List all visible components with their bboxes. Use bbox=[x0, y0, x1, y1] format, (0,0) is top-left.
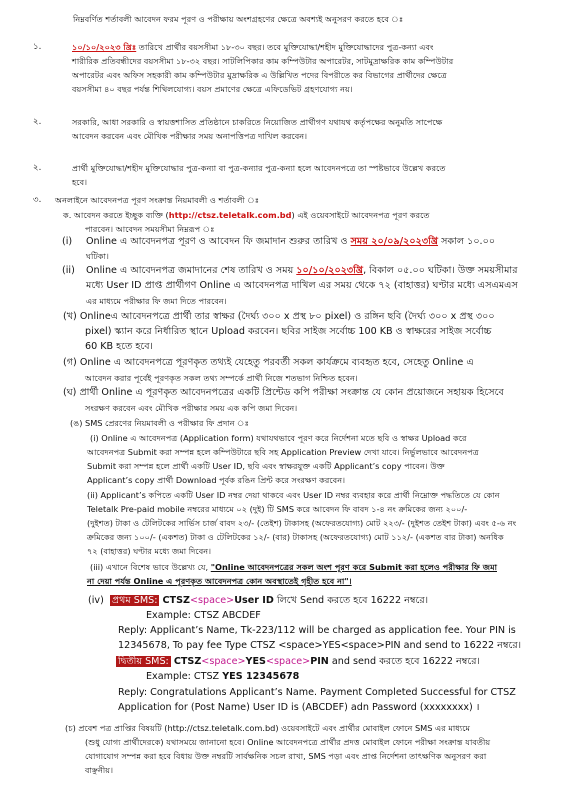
gha-line-2: সংরক্ষণ করবেন এবং মৌখিক পরীক্ষার সময় এক কপি জমা দিবেন। bbox=[85, 403, 298, 413]
uiii-emphasis: "Online আবেদনপত্রের সকল অংশ পূরণ করে Submit করা হলেও পরীক্ষার ফি জমা bbox=[210, 562, 497, 572]
apply-site-link[interactable]: http://ctsz.teletalk.com.bd bbox=[168, 210, 292, 220]
section-4-number: ৩. bbox=[33, 195, 42, 205]
section-2-line-2: আবেদন করবেন এবং মৌখিক পরীক্ষার সময় অনাপত্তিপত্র দাখিল করবেন। bbox=[72, 131, 308, 141]
reply-2-line-2: Application for (Post Name) User ID is (ABCDEF) adn Password (xxxxxxxx) । bbox=[118, 702, 480, 713]
section-4-title: অনলাইনে আবেদনপত্র পূরণ সংক্রান্ত নিয়মাবলী ও শর্তাবলী ঃ bbox=[55, 195, 260, 205]
apply-period-line: পারবেন। আবেদন সময়সীমা নিম্নরূপ ঃ bbox=[85, 224, 215, 234]
section-3-line-2: হবে। bbox=[72, 177, 88, 187]
section-1-line-4: বয়সসীমা ৪০ বছর পর্যন্ত শিথিলযোগ্য। বয়স প্রমাণের ক্ষেত্রে এফিডেভিট গ্রহণযোগ্য নয়। bbox=[72, 84, 353, 94]
end-date-line-2: মধ্যে User ID প্রাপ্ত প্রার্থীগণ Online এ আবেদনপত্র দাখিল এর সময় থেকে ৭২ (বাহাত্তর) ঘণ্টার মধ্যে এসএমএস bbox=[86, 280, 518, 291]
cha-line-1: (চ) প্রবেশ পত্র প্রাপ্তির বিষয়টি (http://ctsz.teletalk.com.bd) ওয়েবসাইটে এবং প্রার্থীর মোবাইল ফোনে SMS এর মাধ্যমে bbox=[65, 723, 471, 733]
ui-line-2: আবেদনপত্র Submit করা সম্পন্ন হলে কম্পিউটারে ছবি সহ Application Preview দেখা যাবে। নির্ভুলভাবে আবেদনপত্র bbox=[87, 447, 479, 457]
start-datetime: সময় ২০/০৯/২০২৩খ্রি bbox=[350, 236, 439, 247]
intro-line: নিম্নবর্ণিত শর্তাবলী আবেদন ফরম পূরণ ও পরীক্ষায় অংশগ্রহণের ক্ষেত্রে অবশ্যই অনুসরণ করতে হবে ঃ bbox=[73, 14, 404, 24]
uiii-line-2: না দেয়া পর্যন্ত Online এ পূরণকৃত আবেদনপত্র কোন অবস্থাতেই গৃহীত হবে না"। bbox=[87, 576, 352, 586]
end-datetime: ১০/১০/২০২৩খ্রি bbox=[296, 265, 364, 276]
ui-line-3: Submit করা সম্পন্ন হলে প্রার্থী একটি User ID, ছবি এবং স্বাক্ষরযুক্ত একটি Applicant’s copy পাবেন। উক্ত bbox=[87, 461, 445, 471]
end-date-label: (ii) bbox=[62, 265, 75, 276]
section-3-number: ২. bbox=[33, 163, 42, 173]
uii-line-4: ক্রমিকের জন্য ১০০/- (একশত) টাকা ও টেলিটকের ১২/- (বার) টাকাসহ (অফেরতযোগ্য) মোট ১১২/- (একশত বার টাকা) অনধিক bbox=[87, 532, 504, 542]
section-3-line-1: প্রার্থী মুক্তিযোদ্ধা/শহীদ মুক্তিযোদ্ধার পুত্র-কন্যা বা পুত্র-কন্যার পুত্র-কন্যা হলে আবেদনপত্রে তা স্পষ্টভাবে উল্লেখ করতে bbox=[72, 163, 446, 173]
end-date-line-3: এর মাধ্যমে পরীক্ষার ফি জমা দিতে পারবেন। bbox=[86, 296, 227, 306]
ui-line-1: (i) Online এ আবেদনপত্র (Application form) যথাযথভাবে পূরণ করে নির্দেশনা মতে ছবি ও স্বাক্ষর Upload করে bbox=[90, 433, 467, 443]
ga-line-2: আবেদন করার পূর্বেই পূরণকৃত সকল তথ্য সম্পর্কে প্রার্থী নিজে শতভাগ নিশ্চিত হবেন। bbox=[85, 373, 358, 383]
end-date-line-1: Online এ আবেদনপত্র জমাদানের শেষ তারিখ ও সময় ১০/১০/২০২৩খ্রি, বিকাল ০৫.০০ ঘটিকা। উক্ত সময়সীমার bbox=[86, 265, 518, 276]
section-2-number: ২. bbox=[33, 117, 42, 127]
uii-line-3: (দুইশত) টাকা ও টেলিটকের সার্ভিস চার্জ বাবদ ২৩/- (তেইশ) টাকাসহ (অফেরতযোগ্য) মোট ২২৩/- (দুইশত তেইশ টাকা) এবং ৫-৬ নং bbox=[87, 518, 517, 528]
reply-1-line-2: 12345678, To pay fee Type CTSZ <space>YES<space>PIN and send to 16222 নম্বরে। bbox=[118, 640, 522, 651]
ui-line-4: Applicant’s copy প্রার্থী Download পূর্বক রঙিন প্রিন্ট করে সংরক্ষণ করবেন। bbox=[87, 475, 346, 485]
section-1-line-1: ১০/১০/২০২৩ খ্রিঃ তারিখে প্রার্থীর বয়সসীমা ১৮-৩০ বছর। তবে মুক্তিযোদ্ধা/শহীদ মুক্তিযোদ্ধাদের পুত্র-কন্যা এবং bbox=[72, 42, 434, 52]
section-1-line-2: শারীরিক প্রতিবন্ধীদের বয়সসীমা ১৮-৩২ বছর। সাটলিপিকার কাম কম্পিউটার অপারেটর, সাটমুদ্রাক্ষরিক কাম কম্পিউটার bbox=[72, 56, 454, 66]
uma-heading: (ঙ) SMS প্রেরণের নিয়মাবলী ও পরীক্ষার ফি প্রদান ঃ bbox=[70, 418, 249, 428]
sms-2-tag: দ্বিতীয় SMS: bbox=[118, 656, 169, 667]
uiii-line-1: (iii) এখানে বিশেষ ভাবে উল্লেখ্য যে, "Online আবেদনপত্রের সকল অংশ পূরণ করে Submit করা হলেও পরীক্ষার ফি জমা bbox=[90, 562, 497, 572]
sms-2-line: দ্বিতীয় SMS: CTSZ<space>YES<space>PIN and send করতে হবে 16222 নম্বরে। bbox=[118, 656, 480, 667]
apply-site-line: ক. আবেদন করতে ইচ্ছুক ব্যক্তি (http://ctsz.teletalk.com.bd) এই ওয়েবসাইটে আবেদনপত্র পূরণ করতে bbox=[63, 210, 430, 220]
cha-line-4: বাঞ্ছনীয়। bbox=[85, 765, 113, 775]
example-1: Example: CTSZ ABCDEF bbox=[146, 610, 261, 621]
cha-line-3: যোগাযোগ সম্পন্ন করা হবে বিধায় উক্ত নম্বরটি সার্বক্ষনিক সচল রাখা, SMS পড়া এবং প্রাপ্ত নির্দেশনা তাৎক্ষণিক অনুসরণ করা bbox=[85, 751, 487, 761]
sms-1-tag: প্রথম SMS: bbox=[112, 595, 158, 606]
section-1-line-3: অপারেটর এবং অফিস সহকারী কাম কম্পিউটার মুদ্রাক্ষরিক এ উল্লিখিত পদের বিপরীতে কর বিভাগের প্রার্থীদের ক্ষেত্রে bbox=[72, 70, 447, 80]
gha-line-1: (ঘ) প্রার্থী Online এ পূরণকৃত আবেদনপত্রের একটি প্রিন্টেড কপি পরীক্ষা সংক্রান্ত যে কোন প্রয়োজনে সহায়ক হিসেবে bbox=[63, 387, 504, 398]
kha-line-3: 60 KB হতে হবে। bbox=[85, 341, 153, 352]
reply-1-line-1: Reply: Applicant’s Name, Tk-223/112 will be charged as application fee. Your PIN is bbox=[118, 625, 516, 636]
reply-2-line-1: Reply: Congratulations Applicant’s Name. Payment Completed Successful for CTSZ bbox=[118, 687, 516, 698]
kha-line-1: (খ) Onlineএ আবেদনপত্রে প্রার্থী তার স্বাক্ষর (দৈর্ঘ্য ৩০০ x প্রস্থ ৮০ pixel) ও রঙ্গিন ছবি (দৈর্ঘ্য ৩০০ x প্রস্থ ৩০০ bbox=[63, 311, 495, 322]
example-2: Example: CTSZ YES 12345678 bbox=[146, 671, 300, 682]
sms-1-line: প্রথম SMS: CTSZ<space>User ID লিখে Send করতে হবে 16222 নম্বরে। bbox=[112, 595, 429, 606]
uii-line-5: ৭২ (বাহাত্তর) ঘণ্টার মধ্যে জমা দিবেন। bbox=[87, 546, 212, 556]
kha-line-2: pixel) স্ক্যান করে নির্ধারিত স্থানে Upload করবেন। ছবির সাইজ সর্বোচ্চ 100 KB ও স্বাক্ষরের সাইজ সর্বোচ্চ bbox=[85, 326, 492, 337]
uii-line-2: Teletalk Pre-paid mobile নম্বরের মাধ্যমে ০২ (দুই) টি SMS করে আবেদন ফি বাবদ ১-৪ নং ক্রমিকের জন্য ২০০/- bbox=[87, 504, 468, 514]
iv-label: (iv) bbox=[88, 595, 104, 606]
cha-line-2: (শুধু যোগ্য প্রার্থীদেরকে) যথাসময়ে জানানো হবে। Online আবেদনপত্রে প্রার্থীর প্রদত্ত মোবাইল ফোনে পরীক্ষা সংক্রান্ত যাবতীয় bbox=[85, 737, 491, 747]
start-date-label: (i) bbox=[62, 236, 73, 247]
section-1-number: ১. bbox=[33, 42, 42, 52]
start-date-line-1: Online এ আবেদনপত্র পূরণ ও আবেদন ফি জমাদান শুরুর তারিখ ও সময় ২০/০৯/২০২৩খ্রি সকাল ১০.০০ bbox=[86, 236, 496, 247]
ga-line-1: (গ) Online এ আবেদনপত্রে পূরণকৃত তথ্যই যেহেতু পরবর্তী সকল কার্যক্রমে ব্যবহৃত হবে, সেহেতু Online এ bbox=[63, 357, 474, 368]
start-date-line-2: ঘটিকা। bbox=[86, 251, 109, 261]
age-reference-date: ১০/১০/২০২৩ খ্রিঃ bbox=[72, 42, 137, 52]
uii-line-1: (ii) Applicant’s কপিতে একটি User ID নম্বর দেয়া থাকবে এবং User ID নম্বর ব্যবহার করে প্রার্থী নিম্নোক্ত পদ্ধতিতে যে কোন bbox=[87, 490, 500, 500]
section-2-line-1: সরকারি, আধা সরকারি ও স্বায়ত্তশাসিত প্রতিষ্ঠানে চাকরিতে নিয়োজিত প্রার্থীগণ যথাযথ কর্তৃপক্ষের অনুমতি সাপেক্ষে bbox=[72, 117, 443, 127]
